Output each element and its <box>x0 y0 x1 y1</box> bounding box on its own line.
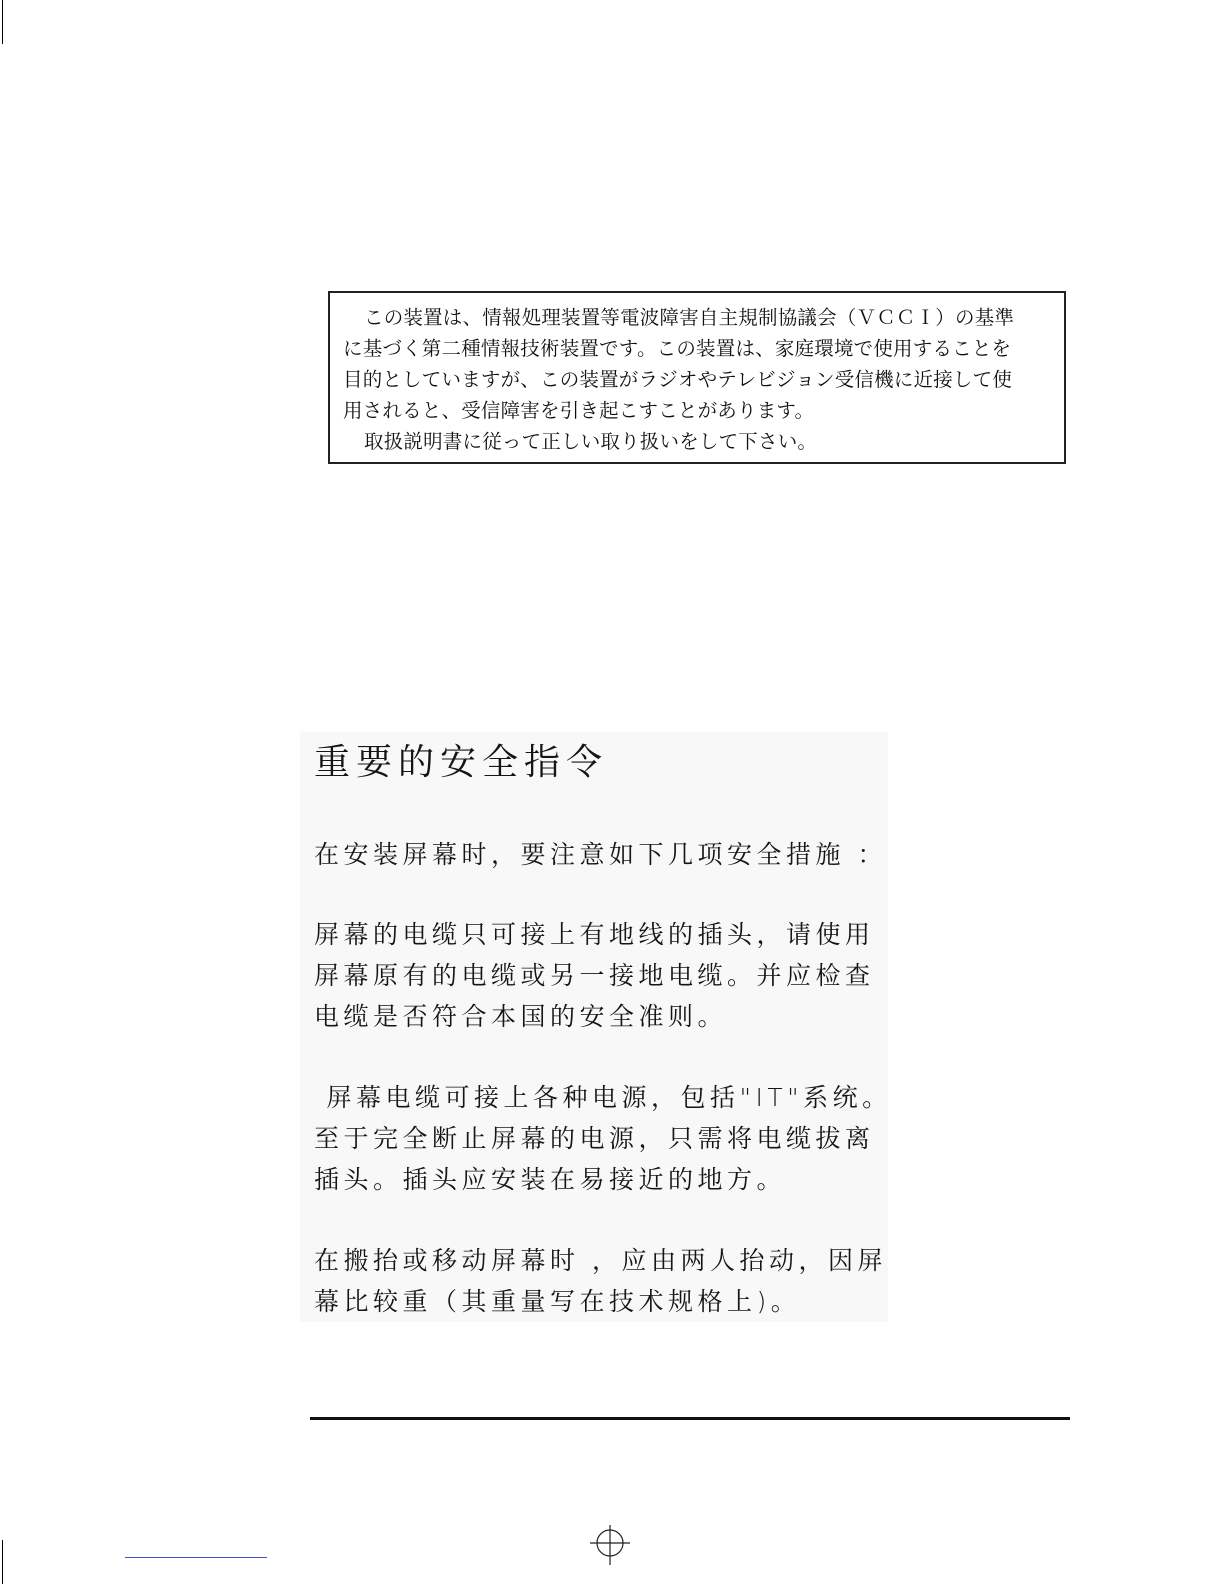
safety-paragraph-power <box>314 1077 892 1200</box>
crop-mark-bottom-left <box>2 1540 3 1584</box>
paragraph-line: 屏幕原有的电缆或另一接地电缆。并应检查 <box>314 961 875 990</box>
paragraph-line: 屏幕电缆可接上各种电源，包括"IT"系统。 <box>314 1083 892 1112</box>
safety-paragraph-lifting <box>314 1240 887 1322</box>
vcci-notice-line: に基づく第二種情報技術装置です。この装置は、家庭環境で使用することを <box>343 337 1012 360</box>
vcci-notice-line: 目的としていますが、この装置がラジオやテレビジョン受信機に近接して使 <box>343 368 1013 391</box>
vcci-notice-box <box>328 291 1066 464</box>
paragraph-line: 插头。插头应安装在易接近的地方。 <box>314 1165 787 1194</box>
vcci-notice-line: この装置は、情報処理装置等電波障害自主規制協議会（ＶＣＣＩ）の基準 <box>364 306 1015 329</box>
paragraph-line: 在搬抬或移动屏幕时 ，应由两人抬动，因屏 <box>314 1246 887 1275</box>
vcci-notice-line: 用されると、受信障害を引き起こすことがあります。 <box>343 399 815 422</box>
footer-underline <box>125 1557 267 1558</box>
safety-paragraph-grounding <box>314 914 875 1037</box>
crop-mark-top-left <box>2 0 3 44</box>
registration-mark-icon <box>590 1525 630 1565</box>
paragraph-line: 幕比较重（其重量写在技术规格上)。 <box>314 1287 801 1316</box>
paragraph-line: 电缆是否符合本国的安全准则。 <box>314 1002 728 1031</box>
safety-intro: 在安装屏幕时，要注意如下几项安全措施 ： <box>314 840 887 869</box>
paragraph-line: 屏幕的电缆只可接上有地线的插头，请使用 <box>314 920 875 949</box>
safety-title: 重要的安全指令 <box>314 742 609 783</box>
paragraph-line: 至于完全断止屏幕的电源，只需将电缆拔离 <box>314 1124 875 1153</box>
vcci-notice-line: 取扱説明書に従って正しい取り扱いをして下さい。 <box>364 430 818 453</box>
horizontal-rule <box>310 1417 1070 1420</box>
